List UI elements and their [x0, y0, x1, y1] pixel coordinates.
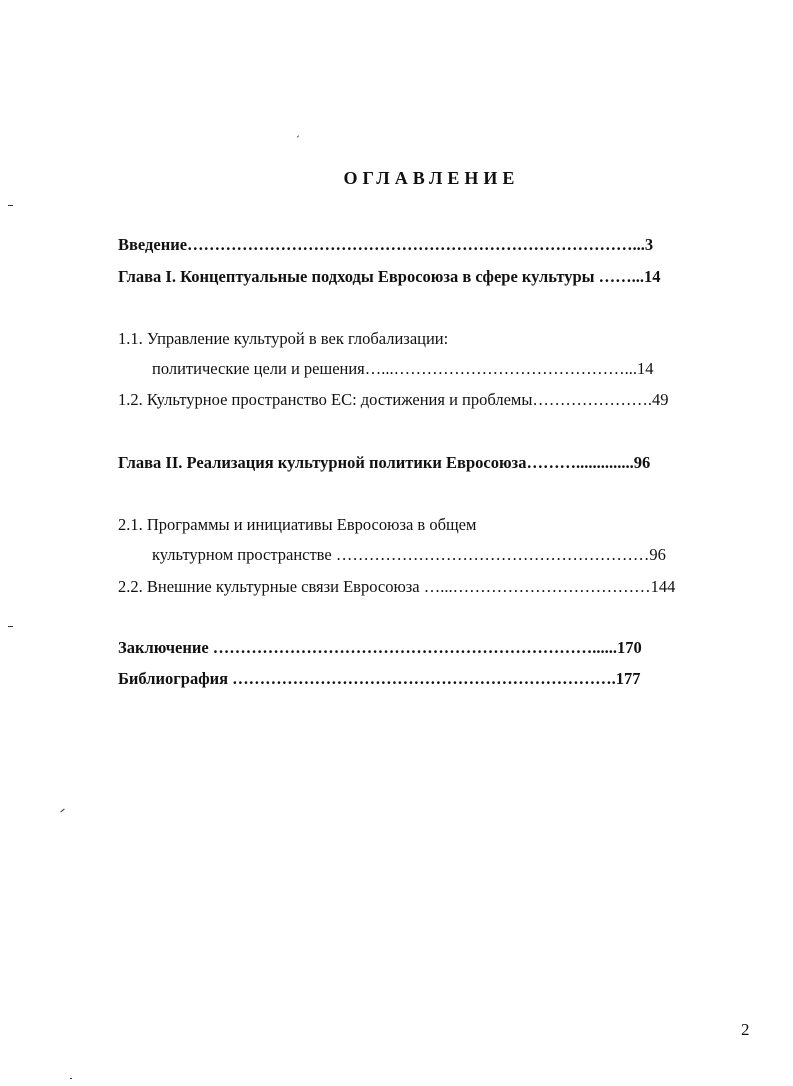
toc-entry-section-2-1: 2.1. Программы и инициативы Евросоюза в общем [118, 515, 477, 534]
toc-title: ОГЛАВЛЕНИЕ [343, 168, 520, 188]
toc-entry-section-1-1-cont: политические цели и решения…...……………………………………...14 [152, 359, 654, 378]
scan-speck [70, 1078, 72, 1079]
toc-entry-bibliography: Библиография …………………………………………………………….177 [118, 669, 641, 688]
toc-entry-chapter-2: Глава II. Реализация культурной политики Евросоюза………..............96 [118, 453, 651, 472]
scan-speck [8, 626, 13, 627]
scan-speck [60, 809, 64, 813]
toc-entry-section-1-2: 1.2. Культурное пространство ЕС: достижения и проблемы………………….49 [118, 390, 669, 409]
page-number: 2 [741, 1020, 750, 1039]
toc-entry-chapter-1: Глава I. Концептуальные подходы Евросоюза в сфере культуры ……...14 [118, 267, 661, 286]
toc-entry-conclusion: Заключение ……………………………………………………………......170 [118, 638, 642, 657]
toc-entry-section-2-1-cont: культурном пространстве …………………………………………………96 [152, 545, 666, 564]
toc-entry-section-1-1: 1.1. Управление культурой в век глобализации: [118, 329, 449, 348]
scan-speck [297, 135, 299, 137]
toc-entry-introduction: Введение………………………………………………………………………...3 [118, 235, 654, 254]
toc-entry-section-2-2: 2.2. Внешние культурные связи Евросоюза …...………………………………144 [118, 577, 676, 596]
scan-speck [8, 205, 13, 206]
